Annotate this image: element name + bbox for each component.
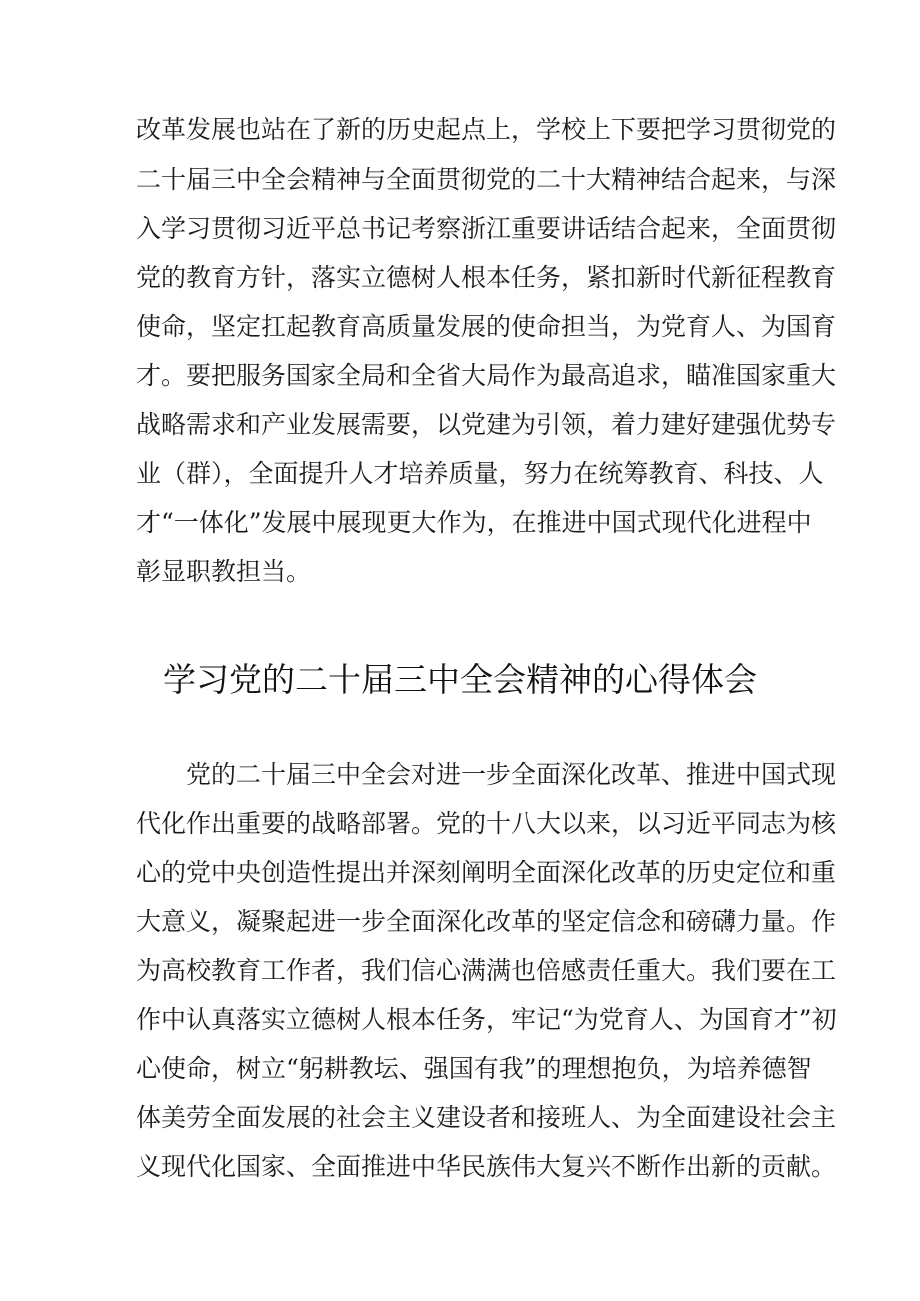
paragraph-1-line: 才“一体化”发展中展现更大作为，在推进中国式现代化进程中 — [136, 508, 812, 537]
paragraph-2-line: 代化作出重要的战略部署。党的十八大以来，以习近平同志为核 — [136, 809, 837, 838]
paragraph-1-line: 才。要把服务国家全局和全省大局作为最高追求，瞄准国家重大 — [136, 361, 837, 390]
paragraph-1-line: 业（群），全面提升人才培养质量，努力在统筹教育、科技、人 — [136, 459, 824, 488]
section-title: 学习党的二十届三中全会精神的心得体会 — [163, 660, 757, 699]
paragraph-1-line: 改革发展也站在了新的历史起点上，学校上下要把学习贯彻党的 — [136, 115, 837, 144]
paragraph-1-line: 战略需求和产业发展需要，以党建为引领，着力建好建强优势专 — [136, 410, 837, 439]
paragraph-2-line: 作中认真落实立德树人根本任务，牢记“为党育人、为国育才”初 — [136, 1005, 837, 1034]
paragraph-1-line: 入学习贯彻习近平总书记考察浙江重要讲话结合起来，全面贯彻 — [136, 214, 837, 243]
paragraph-2-line: 义现代化国家、全面推进中华民族伟大复兴不断作出新的贡献。 — [136, 1152, 837, 1181]
paragraph-1-line: 二十届三中全会精神与全面贯彻党的二十大精神结合起来，与深 — [136, 165, 837, 194]
paragraph-2-line: 心的党中央创造性提出并深刻阐明全面深化改革的历史定位和重 — [136, 858, 837, 887]
paragraph-2-line: 大意义，凝聚起进一步全面深化改革的坚定信念和磅礴力量。作 — [136, 907, 837, 936]
paragraph-2-line: 为高校教育工作者，我们信心满满也倍感责任重大。我们要在工 — [136, 956, 837, 985]
paragraph-1-line: 使命，坚定扛起教育高质量发展的使命担当，为党育人、为国育 — [136, 312, 837, 341]
paragraph-2-line: 体美劳全面发展的社会主义建设者和接班人、为全面建设社会主 — [136, 1103, 837, 1132]
paragraph-2-line: 党的二十届三中全会对进一步全面深化改革、推进中国式现 — [186, 760, 837, 789]
paragraph-2-line: 心使命，树立“躬耕教坛、强国有我”的理想抱负，为培养德智 — [136, 1054, 812, 1083]
paragraph-1-line: 彰显职教担当。 — [136, 557, 312, 586]
paragraph-1-line: 党的教育方针，落实立德树人根本任务，紧扣新时代新征程教育 — [136, 263, 837, 292]
